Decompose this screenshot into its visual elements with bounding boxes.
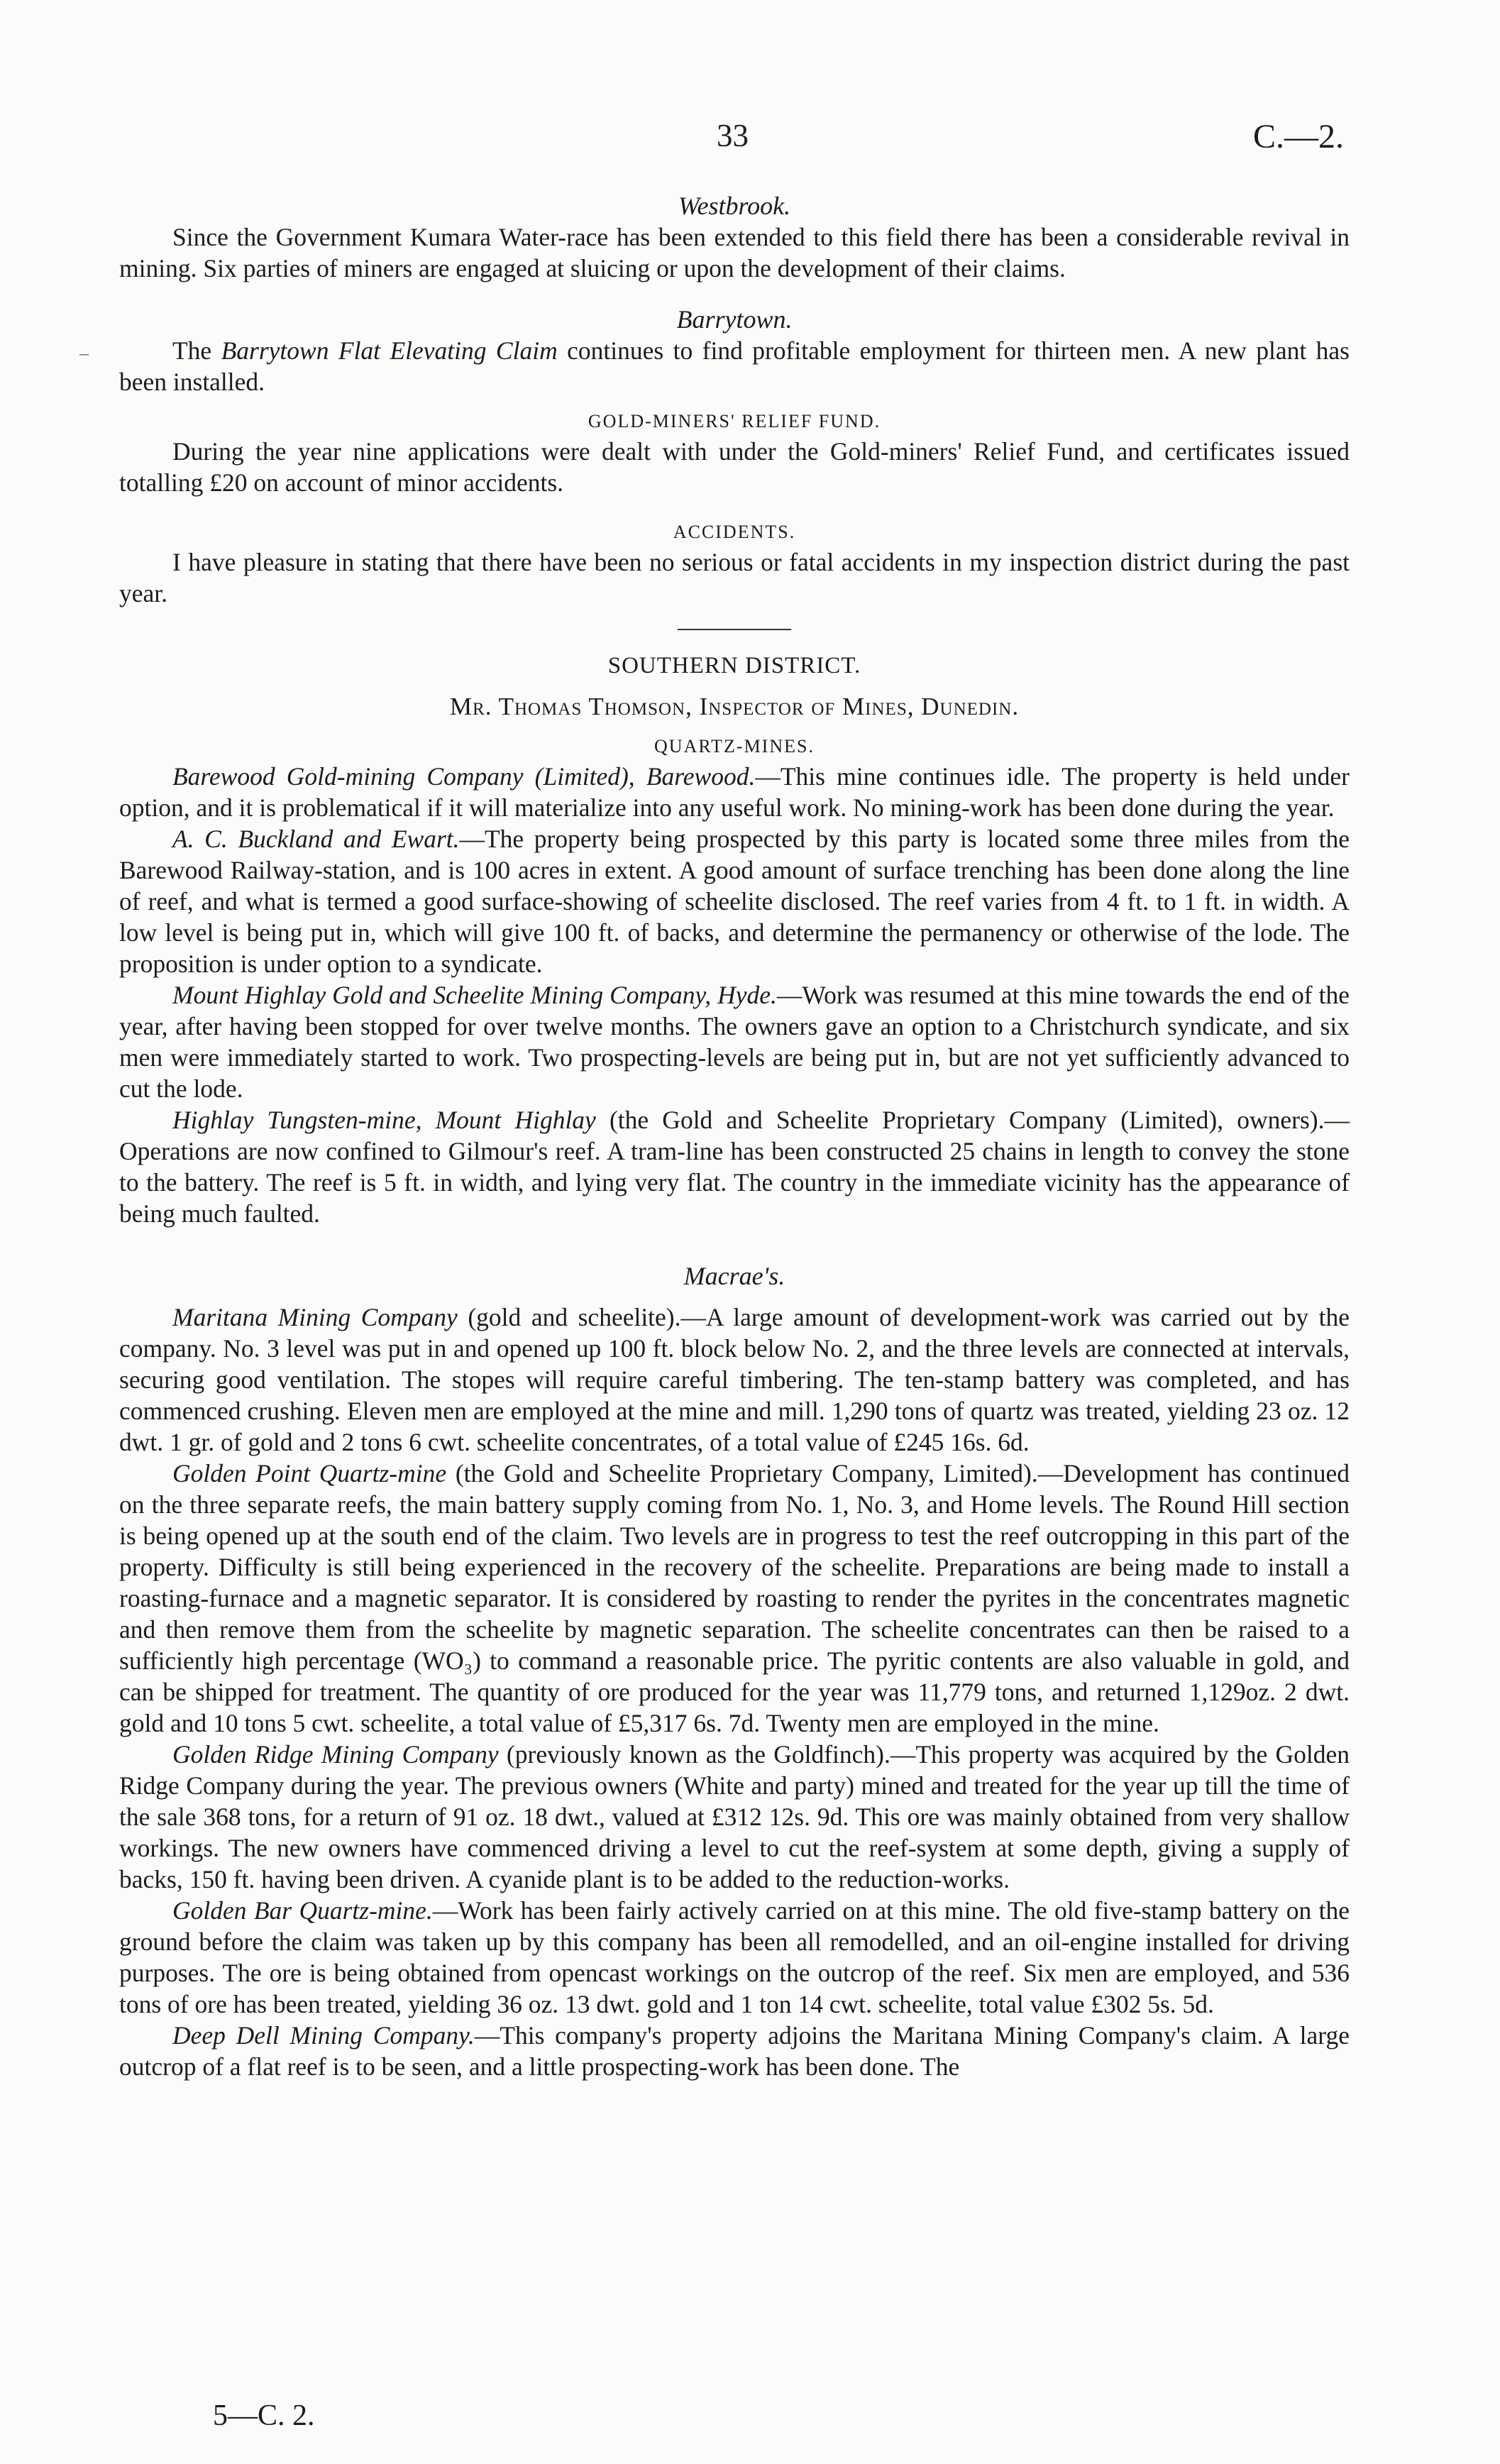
heading-relief-fund: GOLD-MINERS' RELIEF FUND.	[588, 411, 881, 431]
entry-title: Golden Point Quartz-mine	[172, 1459, 447, 1487]
entry-text: —This mine continues idle. The property is held under option, and it is problematical if it will materialize into any useful work. No mining-work has been done during the year.	[119, 762, 1350, 822]
entry-text: (gold and scheelite).—A large amount of development-work was carried out by the company. No. 3 level was put in and opened up 100 ft. block below No. 2, and the three levels are connected at intervals, securing good ventilation. The stopes will require careful timbering. The ten-stamp battery was completed, and has commenced crushing. Eleven men are employed at the mine and mill. 1,290 tons of quartz was treated, yielding 23 oz. 12 dwt. 1 gr. of gold and 2 tons 6 cwt. scheelite concentrates, of a total value of £245 16s. 6d.	[119, 1303, 1350, 1456]
heading-barrytown: Barrytown.	[676, 305, 793, 334]
page-number: 33	[717, 118, 749, 153]
para-barrytown	[119, 335, 1350, 397]
entry-text: —This company's property adjoins the Maritana Mining Company's claim. A large outcrop of a flat reef is to be seen, and a little prospecting-work has been done. The	[119, 2021, 1350, 2081]
entry-title: Highlay Tungsten-mine, Mount Highlay	[172, 1106, 596, 1134]
margin-mark: –	[79, 343, 89, 363]
barrytown-claim-name: Barrytown Flat Elevating Claim	[221, 336, 558, 365]
entry-title: Deep Dell Mining Company.	[172, 2021, 475, 2050]
entry-mount-highlay	[119, 979, 1350, 1104]
para-relief-fund: During the year nine applications were dealt with under the Gold-miners' Relief Fund, and certificates issued totalling £20 on account of minor accidents.	[119, 437, 1350, 497]
para-barrytown-lead: The	[172, 336, 221, 365]
inspector-line: Mr. Thomas Thomson, Inspector of Mines, Dunedin.	[449, 693, 1020, 720]
heading-quartz-mines: QUARTZ-MINES.	[654, 736, 815, 757]
entry-text: —Work has been fairly actively carried on at this mine. The old five-stamp battery on the ground before the claim was taken up by this company has been all remodelled, and an oil-engine installed for driving purposes. The ore is being obtained from opencast workings on the outcrop of the reef. Six men are employed, and 536 tons of ore has been treated, yielding 36 oz. 13 dwt. gold and 1 ton 14 cwt. scheelite, total value £302 5s. 5d.	[119, 1896, 1350, 2018]
entry-text: (the Gold and Scheelite Proprietary Company, Limited).—Development has continued on the three separate reefs, the main battery supply coming from No. 1, No. 3, and Home levels. The Round Hill section is being opened up at the south end of the claim. Two levels are in progress to test the reef outcropping in this part of the property. Difficulty is still being experienced in the recovery of the scheelite. Preparations are being made to install a roasting-furnace and a magnetic separator. It is considered by roasting to render the pyrites in the concentrates magnetic and then remove them from the scheelite by magnetic separation. The scheelite concentrates can then be raised to a sufficiently high percentage (WO₃) to command a reasonable price. The pyritic contents are also valuable in gold, and can be shipped for treatment. The quantity of ore produced for the year was 11,779 tons, and returned 1,129oz. 2 dwt. gold and 10 tons 5 cwt. scheelite, a total value of £5,317 6s. 7d. Twenty men are employed in the mine.	[119, 1459, 1350, 1737]
entry-title: Barewood Gold-mining Company (Limited), Barewood.	[172, 762, 756, 791]
entry-golden-bar	[119, 1895, 1350, 2020]
heading-southern-district: SOUTHERN DISTRICT.	[607, 653, 861, 678]
entry-golden-point	[119, 1458, 1350, 1739]
entry-maritana	[119, 1302, 1350, 1458]
entry-deep-dell	[119, 2020, 1350, 2082]
heading-accidents: ACCIDENTS.	[673, 522, 796, 542]
entry-title: Golden Bar Quartz-mine.	[172, 1896, 433, 1925]
series-reference: C.—2.	[1252, 118, 1344, 155]
entry-title: Mount Highlay Gold and Scheelite Mining Company, Hyde.	[172, 981, 777, 1009]
para-westbrook: Since the Government Kumara Water-race has been extended to this field there has been a considerable revival in mining. Six parties of miners are engaged at sluicing or upon the development of their claims.	[119, 223, 1350, 282]
entry-golden-ridge	[119, 1739, 1350, 1895]
para-accidents: I have pleasure in stating that there have been no serious or fatal accidents in my inspection district during the past year.	[119, 548, 1350, 607]
entry-buckland	[119, 823, 1350, 979]
entry-title: A. C. Buckland and Ewart.	[172, 825, 460, 853]
footer-signature: 5—C. 2.	[213, 2399, 315, 2432]
entry-barewood	[119, 761, 1350, 823]
entry-title: Maritana Mining Company	[172, 1303, 458, 1331]
entry-text: (the Gold and Scheelite Proprietary Company (Limited), owners).—Operations are now confined to Gilmour's reef. A tram-line has been constructed 25 chains in length to convey the stone to the battery. The reef is 5 ft. in width, and lying very flat. The country in the immediate vicinity has the appearance of being much faulted.	[119, 1106, 1350, 1228]
entry-text: (previously known as the Goldfinch).—This property was acquired by the Golden Ridge Company during the year. The previous owners (White and party) mined and treated for the year up till the time of the sale 368 tons, for a return of 91 oz. 18 dwt., valued at £312 12s. 9d. This ore was mainly obtained from very shallow workings. The new owners have commenced driving a level to cut the reef-system at some depth, giving a supply of backs, 150 ft. having been driven. A cyanide plant is to be added to the reduction-works.	[119, 1740, 1350, 1893]
para-barrytown-body: continues to find profitable employment for thirteen men. A new plant has been installed.	[119, 336, 1350, 396]
heading-westbrook: Westbrook.	[678, 192, 791, 220]
heading-macraes: Macrae's.	[683, 1262, 785, 1290]
entry-text: —Work was resumed at this mine towards the end of the year, after having been stopped for over twelve months. The owners gave an option to a Christchurch syndicate, and six men were immediately started to work. Two prospecting-levels are being put in, but are not yet sufficiently advanced to cut the lode.	[119, 981, 1350, 1103]
main-column	[119, 190, 1350, 2082]
entry-title: Golden Ridge Mining Company	[172, 1740, 499, 1769]
entry-text: —The property being prospected by this party is located some three miles from the Barewood Railway-station, and is 100 acres in extent. A good amount of surface trenching has been done along the line of reef, and what is termed a good surface-showing of scheelite disclosed. The reef varies from 4 ft. to 1 ft. in width. A low level is being put in, which will give 100 ft. of backs, and determine the permanency or otherwise of the lode. The proposition is under option to a syndicate.	[119, 825, 1350, 978]
entry-highlay-tungsten	[119, 1104, 1350, 1229]
